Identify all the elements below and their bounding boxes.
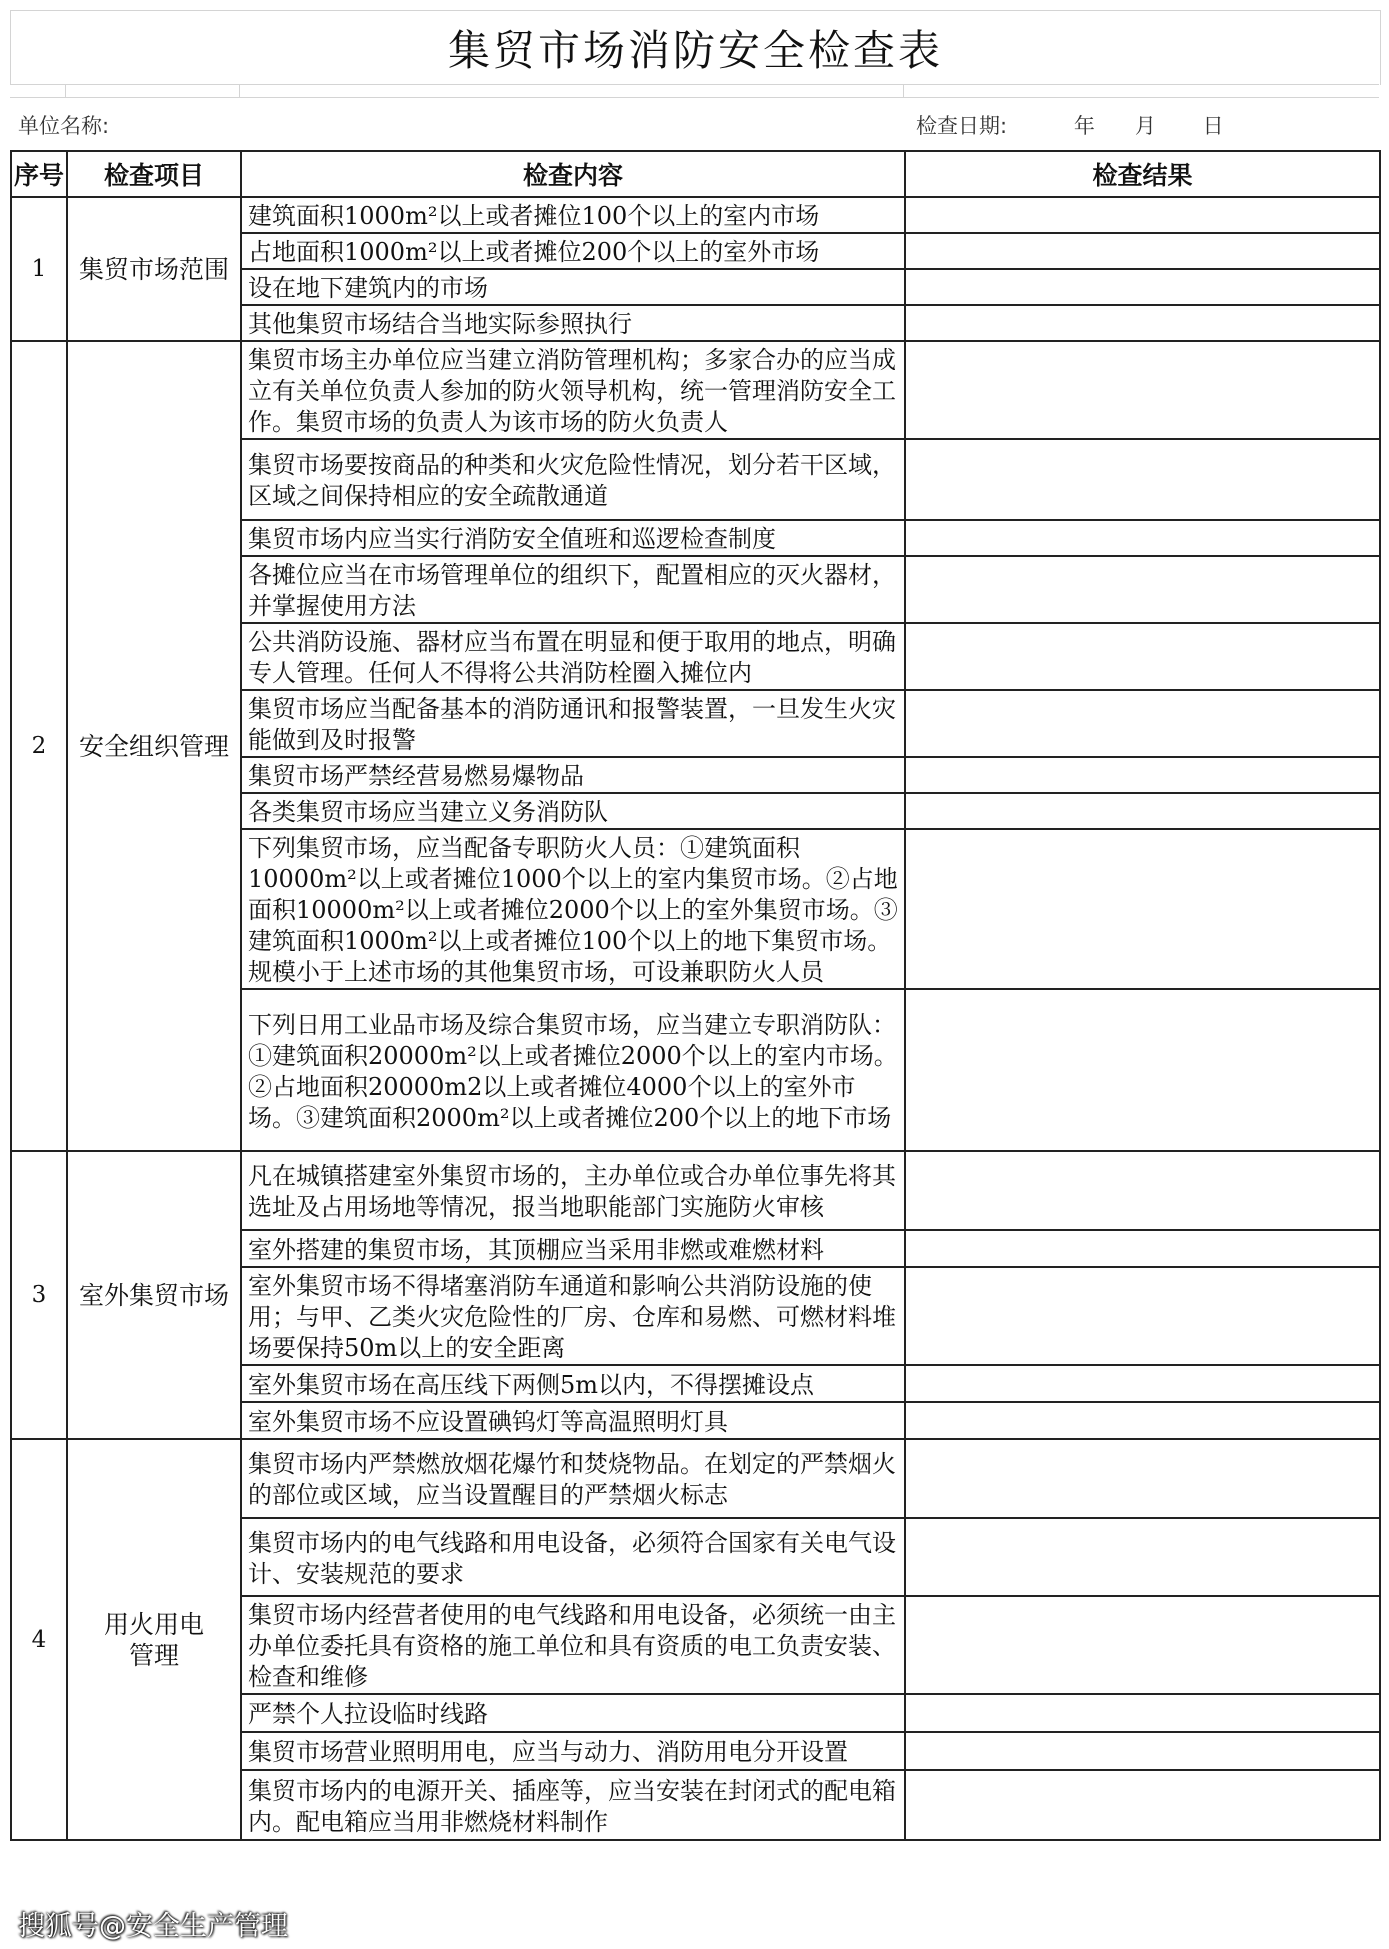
check-content: 集贸市场严禁经营易燃易爆物品: [241, 757, 905, 793]
table-row: [11, 1151, 1380, 1230]
section-number: 1: [11, 197, 67, 341]
table-row: [11, 197, 1380, 233]
check-result-cell[interactable]: [905, 1732, 1380, 1770]
check-result-cell[interactable]: [905, 757, 1380, 793]
check-content: 集贸市场内的电源开关、插座等，应当安装在封闭式的配电箱内。配电箱应当用非燃烧材料制作: [241, 1770, 905, 1840]
check-result-cell[interactable]: [905, 1365, 1380, 1402]
check-content: 各摊位应当在市场管理单位的组织下，配置相应的灭火器材，并掌握使用方法: [241, 556, 905, 623]
check-result-cell[interactable]: [905, 829, 1380, 989]
check-result-cell[interactable]: [905, 1770, 1380, 1840]
section-number: 3: [11, 1151, 67, 1439]
check-result-cell[interactable]: [905, 1439, 1380, 1518]
check-content: 集贸市场内的电气线路和用电设备，必须符合国家有关电气设计、安装规范的要求: [241, 1518, 905, 1596]
check-content: 集贸市场应当配备基本的消防通讯和报警装置，一旦发生火灾能做到及时报警: [241, 690, 905, 757]
check-result-cell[interactable]: [905, 1402, 1380, 1439]
inspection-date-label: 检查日期: 年 月 日: [916, 114, 1224, 138]
header-row: [11, 151, 1380, 197]
check-content: 各类集贸市场应当建立义务消防队: [241, 793, 905, 829]
check-result-cell[interactable]: [905, 1230, 1380, 1267]
check-content: 集贸市场要按商品的种类和火灾危险性情况，划分若干区域，区域之间保持相应的安全疏散通道: [241, 439, 905, 520]
check-result-cell[interactable]: [905, 305, 1380, 341]
check-result-cell[interactable]: [905, 269, 1380, 305]
check-content: 下列集贸市场，应当配备专职防火人员：①建筑面积10000m²以上或者摊位1000个以上的室内集贸市场。②占地面积10000m²以上或者摊位2000个以上的室外集贸市场。③建筑面积1000m²以上或者摊位100个以上的地下集贸市场。规模小于上述市场的其他集贸市场，可设兼职防火人员: [241, 829, 905, 989]
header-content: 检查内容: [241, 151, 905, 197]
check-content: 其他集贸市场结合当地实际参照执行: [241, 305, 905, 341]
check-content: 公共消防设施、器材应当布置在明显和便于取用的地点，明确专人管理。任何人不得将公共消防栓圈入摊位内: [241, 623, 905, 690]
check-result-cell[interactable]: [905, 556, 1380, 623]
check-content: 集贸市场内应当实行消防安全值班和巡逻检查制度: [241, 520, 905, 556]
table-row: [11, 341, 1380, 439]
watermark: 搜狐号@安全生产管理: [18, 1911, 288, 1942]
check-result-cell[interactable]: [905, 1151, 1380, 1230]
check-content: 集贸市场营业照明用电，应当与动力、消防用电分开设置: [241, 1732, 905, 1770]
section-item: 用火用电 管理: [67, 1439, 241, 1840]
check-content: 集贸市场内严禁燃放烟花爆竹和焚烧物品。在划定的严禁烟火的部位或区域，应当设置醒目的严禁烟火标志: [241, 1439, 905, 1518]
spacer-row: [10, 84, 1379, 98]
check-result-cell[interactable]: [905, 439, 1380, 520]
check-result-cell[interactable]: [905, 1596, 1380, 1694]
section-number: 4: [11, 1439, 67, 1840]
check-content: 室外集贸市场不得堵塞消防车通道和影响公共消防设施的使用；与甲、乙类火灾危险性的厂房、仓库和易燃、可燃材料堆场要保持50m以上的安全距离: [241, 1267, 905, 1365]
check-result-cell[interactable]: [905, 989, 1380, 1151]
check-content: 室外集贸市场不应设置碘钨灯等高温照明灯具: [241, 1402, 905, 1439]
check-content: 室外集贸市场在高压线下两侧5m以内，不得摆摊设点: [241, 1365, 905, 1402]
section-item: 安全组织管理: [67, 341, 241, 1151]
checklist-table: [10, 150, 1381, 1841]
check-result-cell[interactable]: [905, 233, 1380, 269]
unit-name-label: 单位名称:: [18, 114, 110, 138]
check-content: 集贸市场内经营者使用的电气线路和用电设备，必须统一由主办单位委托具有资格的施工单位和具有资质的电工负责安装、检查和维修: [241, 1596, 905, 1694]
check-result-cell[interactable]: [905, 1694, 1380, 1732]
check-content: 集贸市场主办单位应当建立消防管理机构；多家合办的应当成立有关单位负责人参加的防火领导机构，统一管理消防安全工作。集贸市场的负责人为该市场的防火负责人: [241, 341, 905, 439]
check-result-cell[interactable]: [905, 341, 1380, 439]
check-content: 占地面积1000m²以上或者摊位200个以上的室外市场: [241, 233, 905, 269]
check-content: 凡在城镇搭建室外集贸市场的，主办单位或合办单位事先将其选址及占用场地等情况，报当地职能部门实施防火审核: [241, 1151, 905, 1230]
page-title: 集贸市场消防安全检查表: [447, 26, 943, 75]
section-item: 室外集贸市场: [67, 1151, 241, 1439]
check-content: 下列日用工业品市场及综合集贸市场，应当建立专职消防队：①建筑面积20000m²以上或者摊位2000个以上的室内市场。②占地面积20000m2以上或者摊位4000个以上的室外市场。③建筑面积2000m²以上或者摊位200个以上的地下市场: [241, 989, 905, 1151]
section-item: 集贸市场范围: [67, 197, 241, 341]
meta-row: [10, 97, 1379, 147]
check-result-cell[interactable]: [905, 690, 1380, 757]
check-result-cell[interactable]: [905, 1267, 1380, 1365]
check-result-cell[interactable]: [905, 197, 1380, 233]
check-result-cell[interactable]: [905, 793, 1380, 829]
check-content: 设在地下建筑内的市场: [241, 269, 905, 305]
check-content: 建筑面积1000m²以上或者摊位100个以上的室内市场: [241, 197, 905, 233]
check-result-cell[interactable]: [905, 1518, 1380, 1596]
check-content: 室外搭建的集贸市场，其顶棚应当采用非燃或难燃材料: [241, 1230, 905, 1267]
header-item: 检查项目: [67, 151, 241, 197]
table-row: [11, 1439, 1380, 1518]
title-row: [10, 10, 1381, 85]
check-result-cell[interactable]: [905, 520, 1380, 556]
header-result: 检查结果: [905, 151, 1380, 197]
section-number: 2: [11, 341, 67, 1151]
check-result-cell[interactable]: [905, 623, 1380, 690]
header-seq: 序号: [11, 151, 67, 197]
check-content: 严禁个人拉设临时线路: [241, 1694, 905, 1732]
